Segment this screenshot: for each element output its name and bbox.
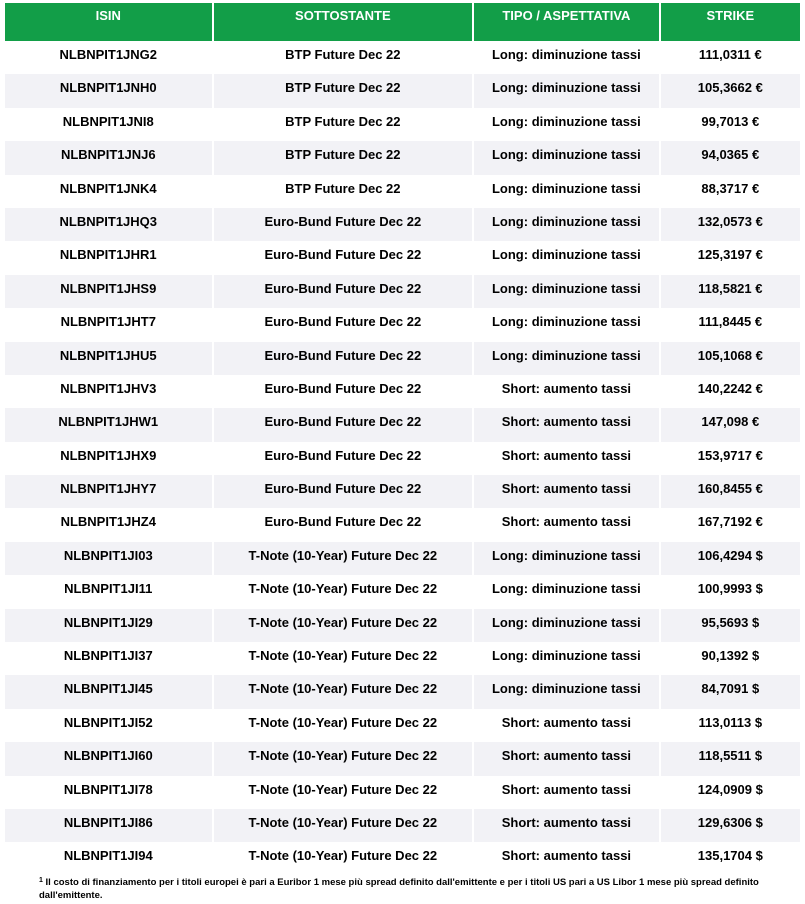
cell-strike: 84,7091 $ [661,675,800,708]
cell-strike: 129,6306 $ [661,809,800,842]
cell-strike: 147,098 € [661,408,800,441]
footnote-marker: 1 [39,877,43,884]
cell-sottostante: T-Note (10-Year) Future Dec 22 [248,848,438,864]
cell-strike: 94,0365 € [661,141,800,174]
column-header-strike: STRIKE [661,3,800,41]
cell-strike: 111,8445 € [698,314,763,330]
cell-isin: NLBNPIT1JHS9 [5,275,212,308]
cell-strike: 125,3197 € [697,247,763,263]
cell-sottostante: T-Note (10-Year) Future Dec 22 [214,742,473,775]
cell-tipo: Long: diminuzione tassi [491,180,641,196]
table-row [5,108,800,141]
cell-strike: 124,0909 $ [697,781,763,797]
cell-sottostante: BTP Future Dec 22 [214,141,473,174]
cell-isin: NLBNPIT1JI94 [63,848,153,864]
cell-tipo: Short: aumento tassi [501,380,632,396]
cell-isin: NLBNPIT1JHR1 [59,247,157,263]
cell-sottostante: Euro-Bund Future Dec 22 [214,408,473,441]
table-row [5,408,800,441]
cell-tipo: Long: diminuzione tassi [491,648,641,664]
cell-strike: 106,4294 $ [661,542,800,575]
cell-tipo: Short: aumento tassi [474,408,658,441]
table-header [5,3,800,41]
cell-tipo: Long: diminuzione tassi [491,247,641,263]
cell-isin: NLBNPIT1JNH0 [5,74,212,107]
cell-strike: 90,1392 $ [701,648,760,664]
cell-sottostante: Euro-Bund Future Dec 22 [264,514,422,530]
cell-sottostante: Euro-Bund Future Dec 22 [264,380,422,396]
cell-isin: NLBNPIT1JHU5 [5,342,212,375]
cell-isin: NLBNPIT1JHY7 [5,475,212,508]
table-row [5,575,800,608]
footnote-text: Il costo di finanziamento per i titoli europei è pari a Euribor 1 mese più spread definito dall'emittente e per i titoli US pari a US Libor 1 mese più spread definito dall'emittente. [39,877,759,901]
column-header-sottostante: SOTTOSTANTE [214,3,473,41]
cell-strike: 153,9717 € [697,447,763,463]
table-row [5,175,800,208]
cell-isin: NLBNPIT1JHV3 [60,380,157,396]
cell-tipo: Long: diminuzione tassi [491,47,641,62]
cell-isin: NLBNPIT1JI60 [5,742,212,775]
cell-strike: 99,7013 € [701,113,760,129]
table-row [5,709,800,742]
cell-sottostante: Euro-Bund Future Dec 22 [264,247,422,263]
cell-sottostante: T-Note (10-Year) Future Dec 22 [248,714,438,730]
cell-isin: NLBNPIT1JNG2 [59,47,158,62]
table-row [5,675,800,708]
cell-tipo: Short: aumento tassi [501,714,632,730]
cell-isin: NLBNPIT1JHX9 [60,447,157,463]
cell-tipo: Short: aumento tassi [474,475,658,508]
cell-strike: 118,5511 $ [661,742,800,775]
table-row [5,208,800,241]
cell-sottostante: BTP Future Dec 22 [214,74,473,107]
cell-sottostante: T-Note (10-Year) Future Dec 22 [214,675,473,708]
table-row [5,842,800,875]
cell-strike: 105,1068 € [661,342,800,375]
footnote [39,874,779,902]
cell-isin: NLBNPIT1JNI8 [62,113,154,129]
certificates-table [3,3,802,876]
cell-sottostante: T-Note (10-Year) Future Dec 22 [248,648,438,664]
cell-tipo: Long: diminuzione tassi [474,141,658,174]
table-row [5,241,800,274]
certificates-table-container [5,3,800,876]
cell-tipo: Long: diminuzione tassi [474,542,658,575]
cell-sottostante: Euro-Bund Future Dec 22 [264,447,422,463]
cell-sottostante: T-Note (10-Year) Future Dec 22 [214,609,473,642]
cell-isin: NLBNPIT1JHT7 [60,314,156,330]
cell-tipo: Long: diminuzione tassi [491,581,641,597]
cell-isin: NLBNPIT1JHZ4 [60,514,156,530]
table-row [5,141,800,174]
cell-tipo: Long: diminuzione tassi [491,113,641,129]
cell-sottostante: Euro-Bund Future Dec 22 [264,314,422,330]
cell-strike: 135,1704 $ [697,848,763,864]
cell-tipo: Long: diminuzione tassi [474,609,658,642]
cell-tipo: Long: diminuzione tassi [474,208,658,241]
cell-isin: NLBNPIT1JI37 [63,648,153,664]
table-row [5,342,800,375]
cell-tipo: Short: aumento tassi [501,781,632,797]
table-row [5,742,800,775]
cell-strike: 140,2242 € [697,380,763,396]
cell-tipo: Long: diminuzione tassi [474,275,658,308]
cell-tipo: Long: diminuzione tassi [474,342,658,375]
cell-sottostante: BTP Future Dec 22 [285,47,401,62]
cell-strike: 160,8455 € [661,475,800,508]
table-row [5,508,800,541]
table-row [5,609,800,642]
cell-strike: 132,0573 € [661,208,800,241]
cell-isin: NLBNPIT1JI03 [5,542,212,575]
table-row [5,542,800,575]
table-row [5,308,800,341]
column-header-isin: ISIN [5,3,212,41]
column-header-tipo: TIPO / ASPETTATIVA [474,3,658,41]
cell-tipo: Short: aumento tassi [474,809,658,842]
cell-sottostante: Euro-Bund Future Dec 22 [214,342,473,375]
cell-strike: 118,5821 € [661,275,800,308]
cell-strike: 105,3662 € [661,74,800,107]
cell-isin: NLBNPIT1JI86 [5,809,212,842]
cell-isin: NLBNPIT1JHQ3 [5,208,212,241]
cell-strike: 88,3717 € [701,180,760,196]
cell-isin: NLBNPIT1JHW1 [5,408,212,441]
cell-sottostante: BTP Future Dec 22 [285,180,401,196]
cell-tipo: Long: diminuzione tassi [474,74,658,107]
table-row [5,375,800,408]
cell-isin: NLBNPIT1JI52 [63,714,153,730]
table-row [5,642,800,675]
cell-sottostante: Euro-Bund Future Dec 22 [214,275,473,308]
cell-strike: 167,7192 € [697,514,763,530]
cell-isin: NLBNPIT1JNK4 [59,180,157,196]
table-body [5,41,800,876]
table-row [5,74,800,107]
cell-isin: NLBNPIT1JI78 [63,781,153,797]
cell-tipo: Short: aumento tassi [474,742,658,775]
cell-tipo: Short: aumento tassi [501,848,632,864]
cell-tipo: Long: diminuzione tassi [491,314,641,330]
table-row [5,475,800,508]
table-row [5,275,800,308]
table-row [5,442,800,475]
cell-sottostante: T-Note (10-Year) Future Dec 22 [248,781,438,797]
cell-tipo: Short: aumento tassi [501,514,632,530]
table-row [5,809,800,842]
cell-sottostante: T-Note (10-Year) Future Dec 22 [248,581,438,597]
table-row [5,41,800,74]
cell-isin: NLBNPIT1JI29 [5,609,212,642]
table-row [5,776,800,809]
cell-isin: NLBNPIT1JI11 [64,581,153,597]
cell-isin: NLBNPIT1JI45 [5,675,212,708]
cell-strike: 95,5693 $ [661,609,800,642]
cell-strike: 100,9993 $ [697,581,763,597]
cell-strike: 113,0113 $ [698,714,763,730]
cell-tipo: Long: diminuzione tassi [474,675,658,708]
header-row [5,3,800,41]
cell-sottostante: BTP Future Dec 22 [285,113,401,129]
cell-sottostante: Euro-Bund Future Dec 22 [214,475,473,508]
cell-sottostante: T-Note (10-Year) Future Dec 22 [214,542,473,575]
cell-isin: NLBNPIT1JNJ6 [5,141,212,174]
cell-strike: 111,0311 € [698,47,762,62]
cell-sottostante: T-Note (10-Year) Future Dec 22 [214,809,473,842]
cell-tipo: Short: aumento tassi [501,447,632,463]
cell-sottostante: Euro-Bund Future Dec 22 [214,208,473,241]
